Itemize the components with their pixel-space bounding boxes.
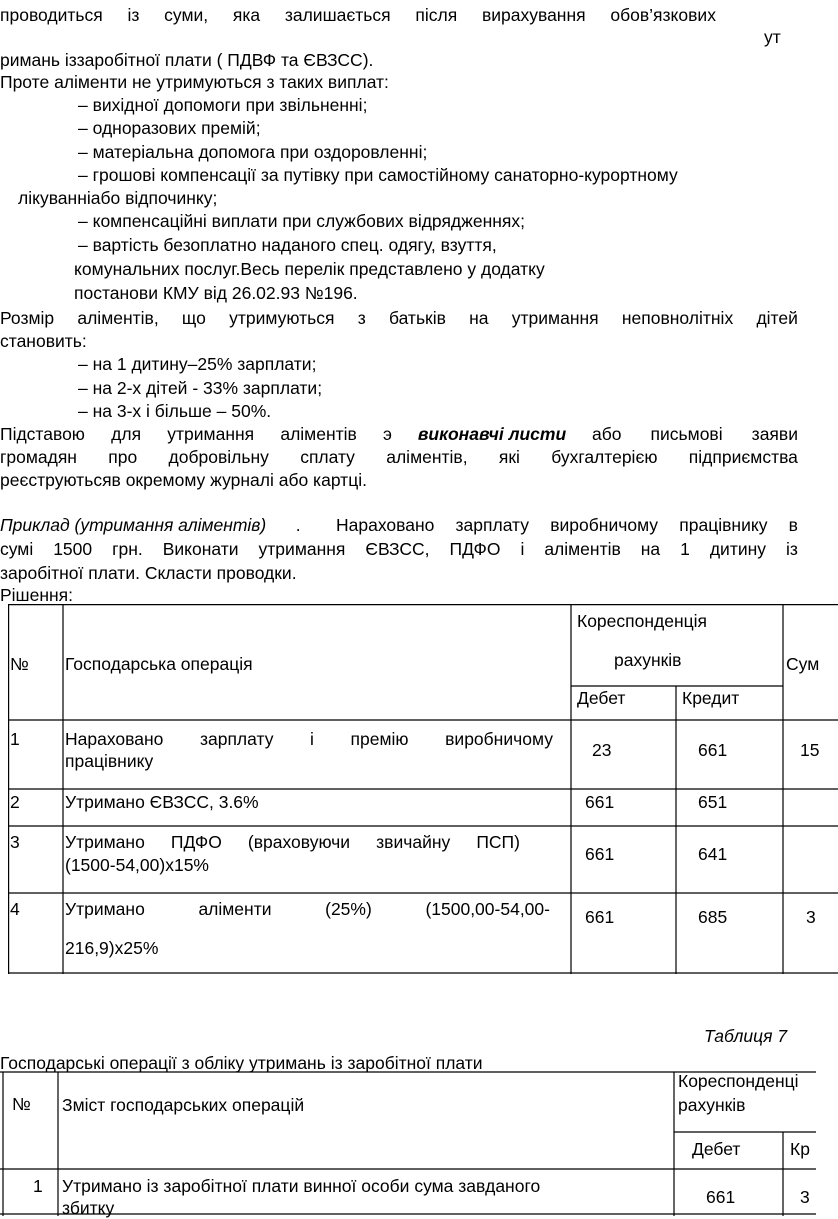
word: добровільну [168,447,269,467]
word: дітей [756,308,798,328]
word: ПДФО [170,832,222,852]
word: звичайну [376,832,451,852]
exclusion-item-continuation: постанови КМУ від 26.02.93 №196. [74,283,358,303]
exclusion-item: – одноразових премій; [78,118,261,138]
word: сплату [300,447,355,467]
word: Утримано [65,832,145,852]
word: утримання [511,308,599,328]
word: із [127,5,140,25]
alimony-item: – на 1 дитину–25% зарплати; [78,354,317,374]
t7-header-correspondence-1: Кореспонденці [678,1071,799,1091]
paragraph1-line2: римань іззаробітної плати ( ПДВФ та ЄВЗСС). [0,50,374,70]
example-line1: Приклад (утримання аліментів) . Нараховано зарплату виробничому працівнику в [0,515,798,535]
t1-row3-debit: 661 [585,844,615,864]
word: Розмір [0,308,55,328]
word: сумі [0,539,34,559]
example-label: Приклад (утримання аліментів) [0,515,267,535]
t1-row4-operation [65,898,550,920]
word: (враховуючи [247,832,351,852]
t1-row1-operation-l2: працівнику [65,751,154,771]
paragraph1-fragment: ут [764,27,781,47]
t1-row3-no: 3 [10,832,20,852]
word: із [786,539,798,559]
example-line2 [0,538,798,560]
word: заяви [751,424,798,444]
exclusion-item: – грошові компенсації за путівку при самостійному санаторно-курортному [78,165,678,185]
word: аліментів [280,424,357,444]
t7-header-debit: Дебет [692,1139,741,1159]
t1-row4-operation-l2: 216,9)х25% [65,938,159,958]
word: суми, [164,5,209,25]
t1-row2-operation: Утримано ЄВЗСС, 3.6% [65,792,259,812]
t1-row3-credit: 641 [698,844,728,864]
word: вирахування [481,5,586,25]
word: громадян [0,447,77,467]
word: ПДФО [449,539,501,559]
word: і [520,539,525,559]
t1-header-credit: Кредит [682,688,740,708]
alimony-line2: становить: [0,331,87,351]
t1-row1-debit: 23 [592,740,612,760]
t1-header-sum: Сум [786,654,820,674]
exclusion-item: – компенсаційні виплати при службових відрядженнях; [78,211,526,231]
t1-row4-credit: 685 [698,907,728,927]
word: або [592,424,622,444]
word: підприємства [688,447,798,467]
paragraph1-line1 [0,4,716,26]
t7-header-no: № [12,1094,31,1114]
word: яка [232,5,261,25]
basis-line2 [0,446,798,468]
word: обов’язкових [610,5,716,25]
t7-row1-credit: 3 [800,1187,810,1207]
t7-row1-debit: 661 [706,1187,736,1207]
word: утримуються [229,308,335,328]
word: з [357,308,366,328]
word: які [498,447,520,467]
t7-header-content: Зміст господарських операцій [62,1095,305,1115]
word: аліментів [544,539,621,559]
t1-header-no: № [10,654,29,674]
paragraph1-line3: Проте аліменти не утримуються з таких виплат: [0,72,389,92]
word: аліментів, [77,308,159,328]
exclusion-item: – вартість безоплатно наданого спец. одягу, взуття, [78,235,497,255]
word: утримання [167,424,255,444]
exclusion-item: – матеріальна допомога при оздоровленні; [78,142,428,162]
word: аліменти [198,899,272,919]
word: після [415,5,458,25]
word: грн. [112,539,143,559]
t7-header-credit: Кр [790,1139,810,1159]
word: аліментів, [386,447,468,467]
word: 1500 [53,539,93,559]
word: бухгалтерією [551,447,658,467]
word: батьків [388,308,446,328]
t1-row1-operation [65,728,553,750]
t1-row2-no: 2 [10,792,20,812]
example-line3: заробітної плати. Скласти проводки. [0,563,297,583]
t7-row1-content-l2: збитку [62,1198,115,1218]
word: (25%) [325,899,372,919]
t7-row1-no: 1 [33,1176,43,1196]
exclusion-item-continuation: комунальних послуг.Весь перелік представлено у додатку [74,259,545,279]
t1-header-debit: Дебет [577,688,626,708]
t1-header-operation: Господарська операція [65,654,253,674]
word: для [111,424,142,444]
word: 1 [680,539,690,559]
alimony-item: – на 3-х і більше – 50%. [78,401,272,421]
word: Підставою [0,424,85,444]
word: виробничому [550,515,659,535]
solution-label: Рішення: [0,585,73,605]
word: ПСП) [476,832,520,852]
word: письмові [650,424,723,444]
t7-header-correspondence-2: рахунків [678,1095,746,1115]
t1-row4-no: 4 [10,899,20,919]
word: зарплату [199,729,274,749]
word: утримання [258,539,346,559]
word: в [788,515,798,535]
example-line1-rest [336,514,798,536]
t1-row3-operation-l2: (1500-54,00)х15% [65,855,209,875]
exclusion-item-continuation: лікуванніабо відпочинку; [18,188,218,208]
word: (1500,00-54,00- [425,899,550,919]
word: і [310,729,314,749]
table7-caption: Таблиця 7 [704,1026,788,1046]
t1-row4-sum: 3 [806,907,816,927]
word: працівнику [679,515,768,535]
t1-row2-debit: 661 [585,792,615,812]
basis-line1 [0,423,798,445]
word: премію [350,729,409,749]
basis-emphasis: виконавчі листи [417,424,567,444]
word: э [383,424,392,444]
t7-row1-content: Утримано із заробітної плати винної особи сума завданого [62,1176,541,1196]
word: Виконати [162,539,239,559]
basis-line3: реєструютьсяв окремому журналі або картці. [0,470,367,490]
word: що [181,308,206,328]
table7-title: Господарські операції з обліку утримань із заробітної плати [0,1053,483,1073]
word: проводиться [0,5,103,25]
word: залишається [284,5,391,25]
word: про [108,447,138,467]
basis-line1-end [592,423,798,445]
t1-row1-sum: 15 [800,740,820,760]
exclusion-item: – вихідної допомоги при звільненні; [78,95,368,115]
word: дитину [709,539,767,559]
t1-row1-credit: 661 [698,740,728,760]
basis-line1-start [0,423,392,445]
t1-row2-credit: 651 [698,792,728,812]
word: на [640,539,661,559]
word: Нараховано [335,515,435,535]
word: ЄВЗСС, [365,539,430,559]
word: Утримано [65,899,145,919]
t1-row3-operation [65,831,520,853]
word: неповнолітніх [621,308,734,328]
word: виробничому [445,729,553,749]
word: на [469,308,489,328]
t1-header-correspondence-2: рахунків [614,650,682,670]
t1-row4-debit: 661 [585,907,615,927]
word: зарплату [455,515,530,535]
t1-row1-no: 1 [10,729,20,749]
t1-header-correspondence-1: Кореспонденція [577,611,708,631]
alimony-line1 [0,307,798,329]
word: Нараховано [65,729,164,749]
alimony-item: – на 2-х дітей - 33% зарплати; [78,378,323,398]
